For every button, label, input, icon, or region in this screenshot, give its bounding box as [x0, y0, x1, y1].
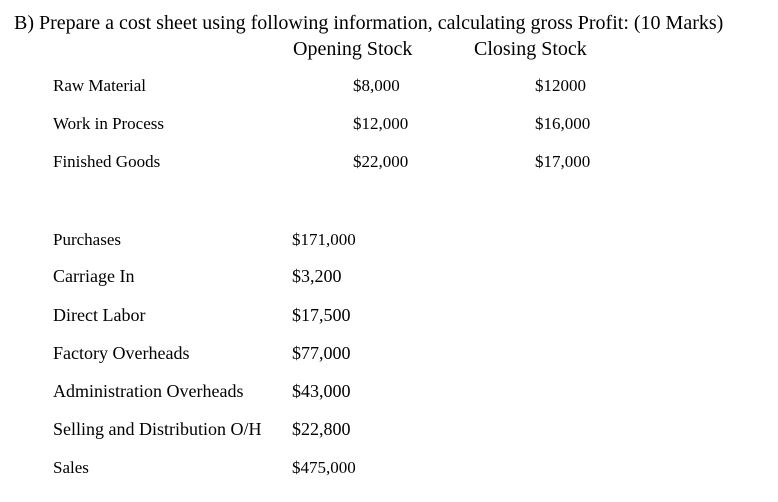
- expense-value: $3,200: [292, 266, 342, 286]
- opening-stock-value: $12,000: [353, 114, 409, 133]
- opening-stock-value: $8,000: [353, 76, 400, 95]
- closing-stock-header: Closing Stock: [474, 38, 587, 60]
- closing-stock-value: $17,000: [535, 152, 591, 171]
- expense-label: Selling and Distribution O/H: [53, 419, 262, 439]
- expense-value: $43,000: [292, 381, 351, 401]
- expense-value: $77,000: [292, 343, 351, 363]
- question-heading: B) Prepare a cost sheet using following information, calculating gross Profit: (10 Marks): [14, 12, 724, 34]
- expense-label: Sales: [53, 458, 89, 477]
- expense-label: Factory Overheads: [53, 343, 190, 363]
- expense-label: Purchases: [53, 230, 121, 249]
- stock-row-label: Finished Goods: [53, 152, 161, 171]
- opening-stock-value: $22,000: [353, 152, 409, 171]
- expense-value: $171,000: [292, 230, 356, 249]
- closing-stock-value: $12000: [535, 76, 586, 95]
- expense-value: $22,800: [292, 419, 351, 439]
- stock-row-label: Work in Process: [53, 114, 165, 133]
- expense-label: Direct Labor: [53, 305, 146, 325]
- closing-stock-value: $16,000: [535, 114, 591, 133]
- opening-stock-header: Opening Stock: [293, 38, 413, 60]
- expense-value: $475,000: [292, 458, 356, 477]
- stock-row-label: Raw Material: [53, 76, 146, 95]
- expense-value: $17,500: [292, 305, 351, 325]
- expense-label: Administration Overheads: [53, 381, 244, 401]
- expense-label: Carriage In: [53, 266, 135, 286]
